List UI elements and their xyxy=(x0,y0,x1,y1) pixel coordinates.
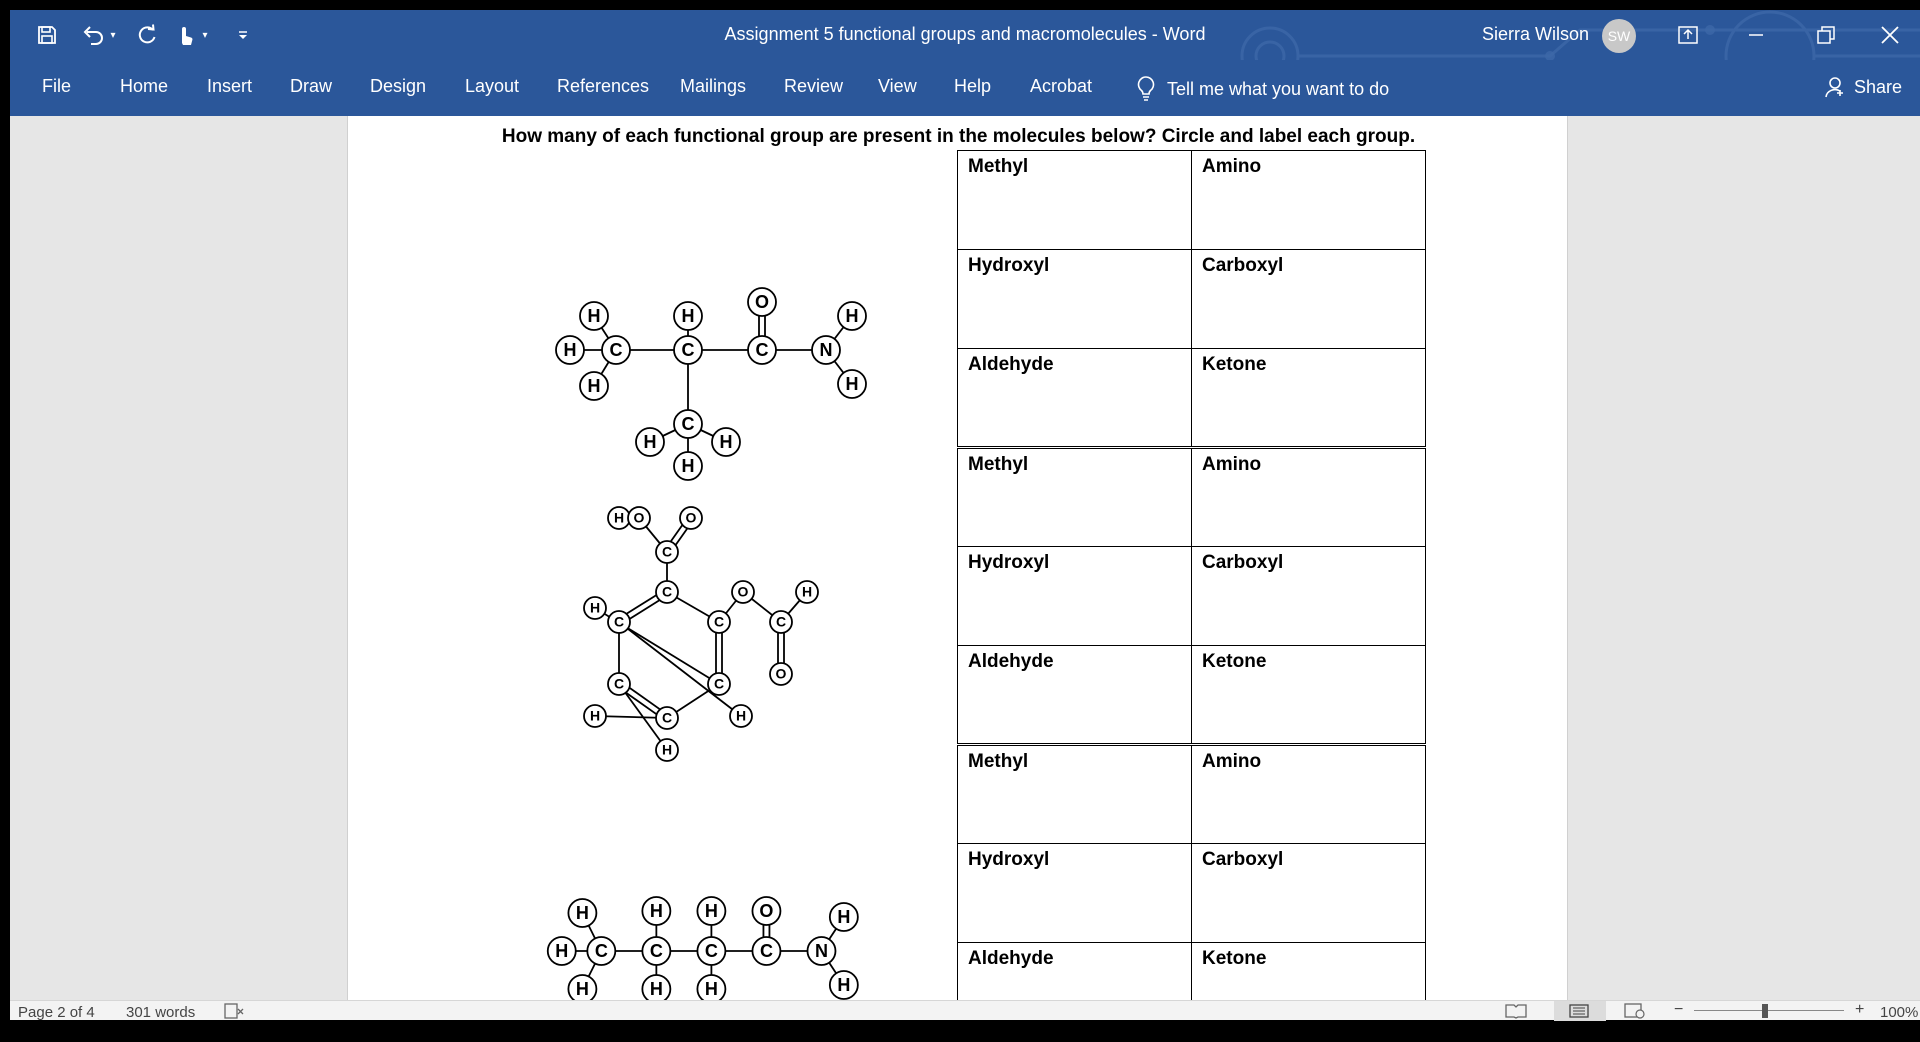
atom-label: N xyxy=(814,940,828,961)
atom-label: C xyxy=(681,339,695,360)
proofing-icon[interactable] xyxy=(224,1003,244,1023)
atom-label: C xyxy=(594,940,608,961)
atom-label: H xyxy=(801,583,813,600)
zoom-out-button[interactable]: − xyxy=(1674,1001,1684,1018)
atom xyxy=(796,581,818,603)
atom-label: H xyxy=(649,900,663,921)
undo-dropdown-icon[interactable]: ▾ xyxy=(110,29,116,41)
lightbulb-icon xyxy=(1137,76,1155,102)
atom-label: O xyxy=(737,583,749,600)
ribbon-tabs xyxy=(10,60,1920,116)
read-mode-icon[interactable] xyxy=(1505,1003,1527,1023)
customize-toolbar-icon[interactable] xyxy=(234,20,252,50)
atom-label: H xyxy=(613,509,625,526)
table-cell[interactable]: Amino xyxy=(1192,745,1426,844)
word-window xyxy=(10,10,1920,1020)
minimize-icon[interactable] xyxy=(1726,10,1786,60)
table-row xyxy=(958,250,1426,349)
functional-group-table xyxy=(957,150,1426,1042)
table-cell[interactable]: Hydroxyl xyxy=(958,547,1192,646)
atom xyxy=(642,897,670,925)
atom-label: H xyxy=(837,906,851,927)
atom-label: O xyxy=(759,900,774,921)
ribbon-display-options-icon[interactable] xyxy=(1658,10,1718,60)
atom-label: H xyxy=(845,305,859,326)
atom xyxy=(602,336,630,364)
atom-label: C xyxy=(681,413,695,434)
atom-label: N xyxy=(819,339,833,360)
atom xyxy=(642,937,670,965)
atom xyxy=(608,507,630,529)
table-row xyxy=(958,646,1426,745)
atom-label: H xyxy=(555,940,569,961)
table-row xyxy=(958,448,1426,547)
table-row xyxy=(958,547,1426,646)
molecule-3 xyxy=(528,853,851,999)
atom-label: O xyxy=(685,509,697,526)
table-cell[interactable]: Methyl xyxy=(958,448,1192,547)
atom xyxy=(674,302,702,330)
tab-acrobat[interactable]: Acrobat xyxy=(1030,76,1093,96)
atom-label: C xyxy=(759,940,773,961)
atom xyxy=(548,937,576,965)
table-row xyxy=(958,349,1426,448)
zoom-slider-thumb[interactable] xyxy=(1762,1004,1768,1018)
atom xyxy=(628,507,650,529)
atom-label: H xyxy=(575,978,589,999)
atom xyxy=(568,899,596,927)
table-cell[interactable]: Carboxyl xyxy=(1192,547,1426,646)
atom-label: C xyxy=(613,675,625,692)
table-cell[interactable]: Aldehyde xyxy=(958,646,1192,745)
tab-design[interactable]: Design xyxy=(370,76,427,96)
tab-review[interactable]: Review xyxy=(784,76,844,96)
tab-mailings[interactable]: Mailings xyxy=(680,76,747,96)
table-cell[interactable]: Hydroxyl xyxy=(958,250,1192,349)
atom xyxy=(674,410,702,438)
atom xyxy=(770,663,792,685)
atom xyxy=(730,705,752,727)
user-name[interactable]: Sierra Wilson xyxy=(1482,24,1590,44)
tab-draw[interactable]: Draw xyxy=(290,76,333,96)
atom xyxy=(584,705,606,727)
tab-home[interactable]: Home xyxy=(120,76,169,96)
tab-view[interactable]: View xyxy=(878,76,917,96)
share-button[interactable] xyxy=(1824,76,1902,98)
table-cell[interactable]: Ketone xyxy=(1192,349,1426,448)
atom-label: H xyxy=(704,978,718,999)
atom-label: H xyxy=(643,431,657,452)
tab-references[interactable]: References xyxy=(557,76,650,96)
atom xyxy=(568,975,596,1003)
document-title: Assignment 5 functional groups and macromolecules - Word xyxy=(724,24,1206,44)
atom xyxy=(580,302,608,330)
table-row xyxy=(958,943,1426,1042)
zoom-slider[interactable] xyxy=(1694,1010,1844,1011)
table-row xyxy=(958,745,1426,844)
atom xyxy=(656,707,678,729)
atom xyxy=(636,428,664,456)
atom-label: C xyxy=(661,709,673,726)
zoom-level[interactable]: 100% xyxy=(1880,1004,1919,1021)
restore-icon[interactable] xyxy=(1796,10,1856,60)
atom xyxy=(812,336,840,364)
atom-label: H xyxy=(681,305,695,326)
tab-help[interactable]: Help xyxy=(954,76,992,96)
atom-label: C xyxy=(661,583,673,600)
atom-label: H xyxy=(575,902,589,923)
redo-icon[interactable] xyxy=(134,20,160,50)
table-cell[interactable]: Amino xyxy=(1192,448,1426,547)
atom xyxy=(587,937,615,965)
table-cell[interactable]: Amino xyxy=(1192,151,1426,250)
document-page[interactable] xyxy=(347,116,1568,1016)
status-bar xyxy=(10,1000,1920,1020)
atom xyxy=(748,288,776,316)
tab-layout[interactable]: Layout xyxy=(465,76,520,96)
save-icon[interactable] xyxy=(32,20,62,50)
table-row xyxy=(958,844,1426,943)
atom-label: H xyxy=(719,431,733,452)
share-label: Share xyxy=(1854,76,1903,97)
table-cell[interactable]: Carboxyl xyxy=(1192,844,1426,943)
atom xyxy=(608,673,630,695)
undo-icon[interactable] xyxy=(80,20,106,50)
web-layout-icon[interactable] xyxy=(1624,1003,1646,1023)
atom-label: O xyxy=(754,291,770,312)
close-icon[interactable] xyxy=(1860,10,1920,60)
atom-label: C xyxy=(704,940,718,961)
tab-insert[interactable]: Insert xyxy=(207,76,253,96)
atom-label: H xyxy=(704,900,718,921)
atom-label: H xyxy=(661,741,673,758)
tab-file[interactable]: File xyxy=(42,76,72,96)
molecule-1 xyxy=(538,190,859,476)
atom xyxy=(674,336,702,364)
atom-label: H xyxy=(845,373,859,394)
atom-label: C xyxy=(755,339,769,360)
atom xyxy=(712,428,740,456)
atom xyxy=(770,611,792,633)
atom xyxy=(656,739,678,761)
atom xyxy=(608,611,630,633)
atom xyxy=(807,937,835,965)
touch-mode-icon[interactable] xyxy=(172,20,198,50)
atom xyxy=(830,971,858,999)
atom-label: H xyxy=(735,707,747,724)
atom-label: C xyxy=(661,543,673,560)
atom xyxy=(732,581,754,603)
atom xyxy=(697,897,725,925)
atom xyxy=(708,673,730,695)
atom xyxy=(656,541,678,563)
table-cell[interactable]: Methyl xyxy=(958,745,1192,844)
word-count[interactable]: 301 words xyxy=(126,1004,196,1021)
atom xyxy=(697,937,725,965)
tell-me-label: Tell me what you want to do xyxy=(1167,78,1390,99)
atom-label: H xyxy=(587,375,601,396)
atom xyxy=(674,452,702,480)
person-icon xyxy=(1824,76,1846,98)
atom xyxy=(656,581,678,603)
atom-label: C xyxy=(713,675,725,692)
atom xyxy=(830,903,858,931)
table-row xyxy=(958,151,1426,250)
table-cell[interactable]: Ketone xyxy=(1192,646,1426,745)
title-bar xyxy=(10,10,1920,60)
atom xyxy=(642,975,670,1003)
table-cell[interactable]: Aldehyde xyxy=(958,349,1192,448)
table-cell[interactable]: Hydroxyl xyxy=(958,844,1192,943)
atom-label: H xyxy=(681,455,695,476)
atom xyxy=(584,597,606,619)
atom-label: O xyxy=(633,509,645,526)
print-layout-icon[interactable] xyxy=(1554,1001,1606,1021)
atom xyxy=(580,372,608,400)
atom xyxy=(752,937,780,965)
atom xyxy=(697,975,725,1003)
page-count[interactable]: Page 2 of 4 xyxy=(18,1004,95,1021)
atom xyxy=(838,302,866,330)
atom-label: H xyxy=(589,707,601,724)
atom-label: C xyxy=(775,613,787,630)
atom-label: C xyxy=(609,339,623,360)
atom-label: H xyxy=(837,974,851,995)
touch-dropdown-icon[interactable]: ▾ xyxy=(202,29,208,41)
atom-label: C xyxy=(713,613,725,630)
atom xyxy=(708,611,730,633)
question-text: How many of each functional group are present in the molecules below? Circle and label each group. xyxy=(501,126,1416,147)
atom-label: C xyxy=(613,613,625,630)
atom-label: H xyxy=(587,305,601,326)
atom xyxy=(680,507,702,529)
table-cell[interactable]: Ketone xyxy=(1192,943,1426,1042)
atom-label: H xyxy=(563,339,577,360)
tell-me-search[interactable] xyxy=(1137,76,1389,102)
atom-label: H xyxy=(649,978,663,999)
atom xyxy=(748,336,776,364)
table-cell[interactable]: Carboxyl xyxy=(1192,250,1426,349)
atom-label: H xyxy=(589,599,601,616)
zoom-in-button[interactable]: + xyxy=(1855,1001,1865,1018)
atom-label: O xyxy=(775,665,787,682)
avatar[interactable]: SW xyxy=(1602,19,1636,53)
atom xyxy=(838,370,866,398)
table-cell[interactable]: Methyl xyxy=(958,151,1192,250)
atom xyxy=(556,336,584,364)
molecule-2 xyxy=(578,479,813,758)
atom xyxy=(752,897,780,925)
atom-label: C xyxy=(649,940,663,961)
document-area xyxy=(10,116,1920,1000)
table-cell[interactable]: Aldehyde xyxy=(958,943,1192,1042)
